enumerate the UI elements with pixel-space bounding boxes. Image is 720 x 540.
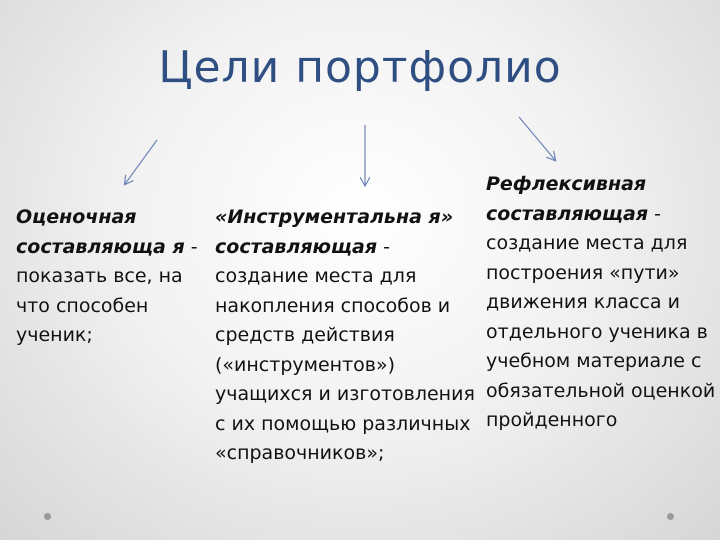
decorative-dot-left-icon — [44, 513, 51, 520]
evaluative-component-block — [16, 203, 206, 351]
arrow-right-icon — [519, 117, 555, 160]
component-separator: - — [648, 202, 661, 225]
component-description: создание места для накопления способов и средств действия («инструментов») учащихся и изготовления с их помощью различных «справочников»; — [215, 265, 475, 464]
component-description: создание места для построения «пути» движения класса и отдельного ученика в учебном материале с обязательной оценкой пройденного — [486, 232, 716, 431]
component-description: показать все, на что способен ученик; — [16, 265, 183, 346]
instrumental-component-block — [215, 203, 477, 469]
component-heading: «Инструментальна я» составляющая — [215, 206, 454, 258]
reflexive-component-block — [486, 170, 718, 436]
component-heading: Оценочная составляюща я — [16, 206, 185, 258]
decorative-dot-right-icon — [667, 513, 674, 520]
arrow-left-icon — [125, 140, 157, 184]
component-separator: - — [184, 235, 198, 258]
component-separator: - — [377, 235, 390, 258]
slide-title: Цели портфолио — [158, 42, 562, 93]
component-heading: Рефлексивная составляющая — [486, 173, 649, 225]
